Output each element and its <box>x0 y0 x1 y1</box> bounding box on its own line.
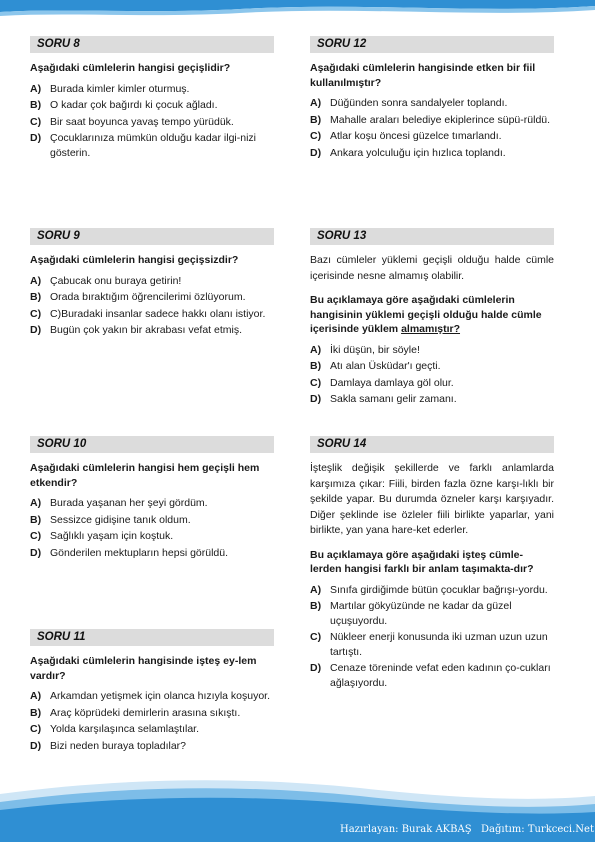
option-text: İki düşün, bir söyle! <box>330 343 420 356</box>
option-letter: D) <box>30 132 42 144</box>
question-text: Bu açıklamaya göre aşağıdaki işteş cümle-lerden hangisi farklı bir anlam taşımakta-dır? <box>310 548 534 575</box>
top-wave-decoration <box>0 0 595 22</box>
option-letter: B) <box>30 513 42 526</box>
option-text: Martılar gökyüzünde ne kadar da güzel uçuşuyordu. <box>330 600 512 627</box>
option-d[interactable] <box>30 131 274 160</box>
question-main: Bu açıklamaya göre aşağıdaki cümlelerin hangisinin yüklemi geçişli olduğu halde cümle içerisinde yüklem <box>310 294 542 335</box>
question-text <box>310 293 554 337</box>
option-text: Atı alan Üsküdar'ı geçti. <box>330 360 441 372</box>
option-letter: D) <box>310 662 322 674</box>
option-c[interactable] <box>30 307 274 322</box>
option-letter: A) <box>30 497 42 509</box>
option-d[interactable] <box>30 323 274 338</box>
option-letter: D) <box>30 324 42 336</box>
option-b[interactable] <box>310 359 554 374</box>
footer-prepared-by: Hazırlayan: Burak AKBAŞ <box>340 824 472 835</box>
option-text: Düğünden sonra sandalyeler toplandı. <box>330 97 508 109</box>
option-c[interactable] <box>30 115 274 130</box>
option-letter: A) <box>30 274 42 287</box>
question-9 <box>30 228 274 340</box>
option-d[interactable] <box>30 739 274 754</box>
options-list <box>30 82 274 161</box>
option-text: Sessizce gidişine tanık oldum. <box>50 513 191 526</box>
option-letter: A) <box>30 690 42 702</box>
question-header: SORU 8 <box>30 36 274 53</box>
option-letter: B) <box>30 291 42 303</box>
question-header: SORU 10 <box>30 436 274 453</box>
option-text: Ankara yolculuğu için hızlıca toplandı. <box>330 146 506 159</box>
option-letter: A) <box>30 82 42 95</box>
question-8 <box>30 36 274 162</box>
question-10 <box>30 436 274 562</box>
option-text: Mahalle araları belediye ekiplerince süpü-rüldü. <box>330 113 551 126</box>
option-text: Çabucak onu buraya getirin! <box>50 274 182 287</box>
question-12 <box>310 36 554 162</box>
option-c[interactable] <box>30 529 274 544</box>
option-letter: A) <box>310 343 322 356</box>
option-letter: D) <box>310 393 322 405</box>
option-letter: C) <box>310 376 322 389</box>
option-text: Araç köprüdeki demirlerin arasına sıkıştı. <box>50 706 241 719</box>
option-text: Gönderilen mektupların hepsi görüldü. <box>50 546 229 559</box>
option-c[interactable] <box>310 376 554 391</box>
option-b[interactable] <box>310 113 554 128</box>
option-letter: C) <box>310 631 322 643</box>
option-text: Orada bıraktığım öğrencilerimi özlüyorum. <box>50 291 246 303</box>
option-letter: D) <box>30 546 42 559</box>
option-text: Sakla samanı gelir zamanı. <box>330 393 457 405</box>
option-letter: B) <box>310 113 322 126</box>
question-header: SORU 12 <box>310 36 554 53</box>
option-text: Burada kimler kimler oturmuş. <box>50 82 190 95</box>
option-text: Sağlıklı yaşam için koştuk. <box>50 530 174 542</box>
footer-distribution: Dağıtım: Turkceci.Net <box>481 824 594 835</box>
option-letter: C) <box>310 130 322 142</box>
question-text: Aşağıdaki cümlelerin hangisi geçişlidir? <box>30 62 231 74</box>
question-underlined: almamıştır? <box>401 323 461 335</box>
option-text: Atlar koşu öncesi güzelce tımarlandı. <box>330 130 502 142</box>
option-b[interactable] <box>30 706 274 721</box>
option-text: Cenaze töreninde vefat eden kadının ço-cukları ağlaşıyordu. <box>330 662 551 689</box>
option-text: Nükleer enerji konusunda iki uzman uzun uzun tartıştı. <box>330 631 548 658</box>
option-letter: C) <box>30 530 42 542</box>
option-d[interactable] <box>30 546 274 561</box>
option-d[interactable] <box>310 146 554 161</box>
question-14 <box>310 436 554 692</box>
option-text: C)Buradaki insanlar sadece hakkı olanı istiyor. <box>50 307 266 320</box>
options-list <box>310 583 554 691</box>
option-letter: A) <box>310 97 322 109</box>
option-text: Bugün çok yakın bir akrabası vefat etmiş. <box>50 324 243 336</box>
option-a[interactable] <box>310 343 554 358</box>
option-a[interactable] <box>30 496 274 511</box>
option-letter: B) <box>30 99 42 111</box>
question-text: Aşağıdaki cümlelerin hangisinde işteş ey-lem vardır? <box>30 655 257 682</box>
option-b[interactable] <box>30 290 274 305</box>
question-header: SORU 11 <box>30 629 274 646</box>
option-c[interactable] <box>30 722 274 737</box>
option-a[interactable] <box>30 82 274 97</box>
option-text: Bizi neden buraya topladılar? <box>50 739 187 752</box>
option-c[interactable] <box>310 129 554 144</box>
option-b[interactable] <box>30 98 274 113</box>
option-text: Çocuklarınıza mümkün olduğu kadar ilgi-nizi gösterin. <box>50 132 257 159</box>
option-d[interactable] <box>310 661 554 690</box>
options-list <box>310 96 554 160</box>
option-letter: C) <box>30 307 42 320</box>
option-letter: D) <box>30 739 42 752</box>
option-letter: C) <box>30 115 42 128</box>
option-b[interactable] <box>30 513 274 528</box>
option-d[interactable] <box>310 392 554 407</box>
question-11 <box>30 629 274 755</box>
question-text: Aşağıdaki cümlelerin hangisi geçişsizdir? <box>30 254 239 266</box>
option-text: Yolda karşılaşınca selamlaştılar. <box>50 723 200 735</box>
option-a[interactable] <box>310 96 554 111</box>
option-letter: A) <box>310 583 322 596</box>
question-text: Aşağıdaki cümlelerin hangisinde etken bir fiil kullanılmıştır? <box>310 62 536 89</box>
option-letter: B) <box>310 360 322 372</box>
option-c[interactable] <box>310 630 554 659</box>
option-a[interactable] <box>30 689 274 704</box>
option-text: Arkamdan yetişmek için olanca hızıyla koşuyor. <box>50 690 271 702</box>
option-letter: C) <box>30 723 42 735</box>
options-list <box>310 343 554 407</box>
option-text: Sınıfa girdiğimde bütün çocuklar bağrışı-yordu. <box>330 583 548 596</box>
options-list <box>30 496 274 560</box>
option-b[interactable] <box>310 599 554 628</box>
option-text: O kadar çok bağırdı ki çocuk ağladı. <box>50 99 218 111</box>
option-text: Damlaya damlaya göl olur. <box>330 376 454 389</box>
question-intro: İşteşlik değişik şekillerde ve farklı anlamlarda karşımıza çıkar: Fiili, birden fazla özne karşı-lıklı bir şekilde yapar. Bu durumda özneler karşı karşıyadır. Diğer şeklinde ise özleler fiili birlikte yaparlar, yani birlikte, yan yana hare-ket ederler. <box>310 462 554 536</box>
question-header: SORU 13 <box>310 228 554 245</box>
question-13 <box>310 228 554 409</box>
options-list <box>30 689 274 753</box>
question-header: SORU 9 <box>30 228 274 245</box>
question-header: SORU 14 <box>310 436 554 453</box>
option-a[interactable] <box>310 583 554 598</box>
option-text: Burada yaşanan her şeyi gördüm. <box>50 497 208 509</box>
option-letter: B) <box>310 600 322 612</box>
question-text: Aşağıdaki cümlelerin hangisi hem geçişli hem etkendir? <box>30 462 260 489</box>
options-list <box>30 274 274 338</box>
option-text: Bir saat boyunca yavaş tempo yürüdük. <box>50 115 234 128</box>
option-a[interactable] <box>30 274 274 289</box>
option-letter: D) <box>310 146 322 159</box>
question-intro: Bazı cümleler yüklemi geçişli olduğu halde cümle içerisinde nesne almamış olabilir. <box>310 254 554 282</box>
option-letter: B) <box>30 706 42 719</box>
